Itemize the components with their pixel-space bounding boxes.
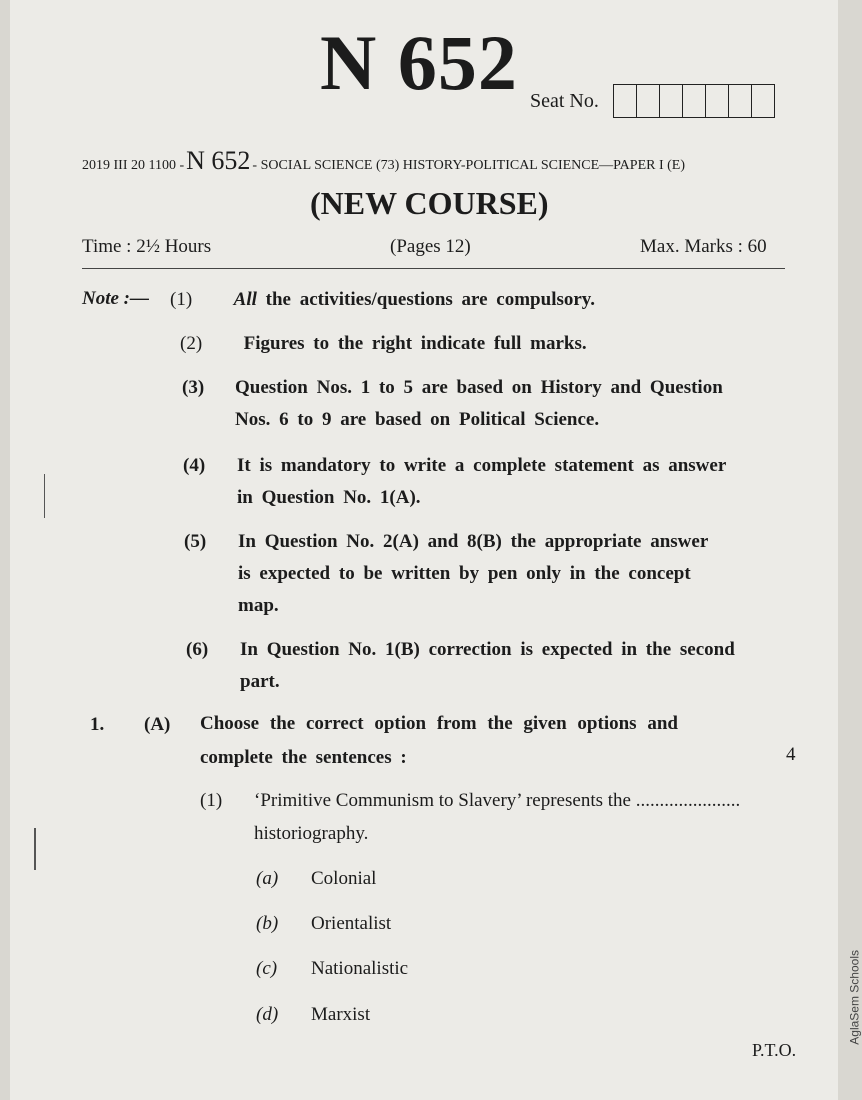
seat-box [660, 85, 683, 117]
question-number: 1. [90, 714, 105, 735]
option-text: Nationalistic [311, 958, 409, 979]
course-title: (NEW COURSE) [310, 185, 549, 221]
option-letter: (c) [256, 958, 278, 979]
note-text: Figures to the right indicate full marks. [243, 333, 587, 354]
page-turn-over: P.T.O. [752, 1040, 797, 1060]
note-item [180, 328, 587, 360]
seat-number-boxes [613, 84, 775, 118]
note-text: is expected to be written by pen only in the concept [238, 563, 691, 584]
option-text: Marxist [311, 1004, 371, 1025]
note-text: In Question No. 1(B) correction is expected in the second [240, 639, 735, 660]
note-number: (4) [183, 455, 206, 476]
note-text: Nos. 6 to 9 are based on Political Science. [235, 409, 600, 430]
subject-header [82, 146, 685, 176]
question-text: Choose the correct option from the given options and [200, 713, 678, 734]
option-letter: (a) [256, 868, 279, 889]
option-text: Orientalist [311, 913, 392, 934]
note-text: It is mandatory to write a complete statement as answer [237, 455, 727, 476]
paper-code: N 652 [320, 19, 518, 106]
note-text: In Question No. 2(A) and 8(B) the appropriate answer [238, 531, 709, 552]
subquestion-number: (1) [200, 790, 223, 811]
seat-label: Seat No. [530, 90, 599, 112]
note-item [170, 284, 595, 316]
note-number: (5) [184, 531, 207, 552]
question-part: (A) [144, 714, 171, 735]
divider [82, 268, 785, 269]
seat-box [683, 85, 706, 117]
header-subject: - SOCIAL SCIENCE (73) HISTORY-POLITICAL SCIENCE—PAPER I (E) [252, 158, 686, 173]
note-text: part. [240, 671, 280, 692]
seat-box [752, 85, 774, 117]
time-allowed: Time : 2½ Hours [82, 236, 212, 257]
exam-page [10, 0, 838, 1100]
question-text: complete the sentences : [200, 747, 407, 768]
max-marks: Max. Marks : 60 [640, 236, 767, 257]
question-marks: 4 [786, 744, 796, 765]
seat-box [729, 85, 752, 117]
header-code: N 652 [186, 146, 251, 175]
note-number: (2) [180, 333, 203, 354]
page-count: (Pages 12) [390, 236, 471, 257]
seat-box [637, 85, 660, 117]
stray-mark [44, 474, 45, 518]
note-number: (1) [170, 289, 193, 310]
note-text: map. [238, 595, 279, 616]
subquestion-text: historiography. [254, 823, 369, 844]
subquestion-text: ‘Primitive Communism to Slavery’ represents the ...................... [254, 790, 741, 811]
note-number: (6) [186, 639, 209, 660]
note-label: Note :— [82, 288, 150, 309]
option-letter: (b) [256, 913, 279, 934]
note-number: (3) [182, 377, 205, 398]
note-emphasis: All [233, 289, 257, 310]
option-letter: (d) [256, 1004, 279, 1025]
note-text: Question Nos. 1 to 5 are based on History and Question [235, 377, 723, 398]
header-prefix: 2019 III 20 1100 - [82, 158, 185, 173]
note-text: in Question No. 1(A). [237, 487, 421, 508]
option-text: Colonial [311, 868, 377, 889]
stray-mark [34, 828, 36, 870]
watermark: AglaSem Schools [848, 950, 862, 1045]
seat-box [614, 85, 637, 117]
note-text: the activities/questions are compulsory. [256, 289, 595, 310]
seat-box [706, 85, 729, 117]
